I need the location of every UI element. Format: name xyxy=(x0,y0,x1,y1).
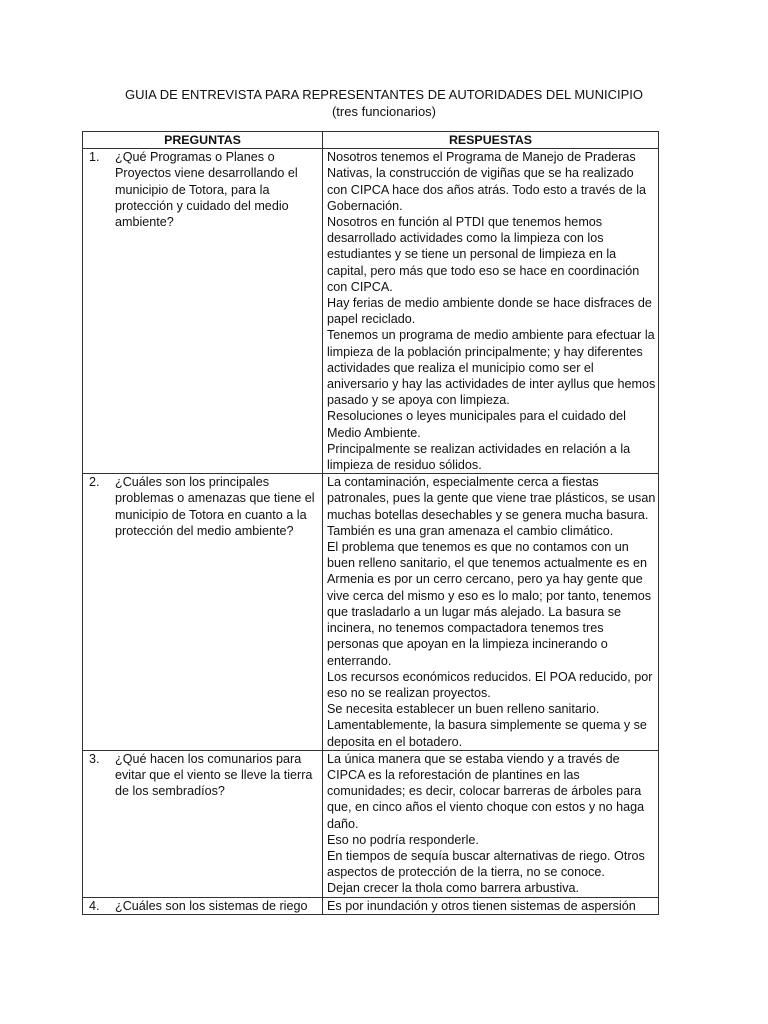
question-text: ¿Cuáles son los sistemas de riego xyxy=(115,898,308,913)
answer-paragraph: La contaminación, especialmente cerca a fiestas patronales, pues la gente que viene trae plásticos, se usan muchas botellas desechables y se genera mucha basura. También es una gran amenaza el cambio climático. xyxy=(327,475,656,538)
answer-cell xyxy=(323,474,659,750)
question-cell xyxy=(83,149,323,474)
answer-cell xyxy=(323,750,659,897)
answer-paragraph: Eso no podría responderle. xyxy=(327,832,479,847)
question-cell xyxy=(83,474,323,750)
table-row xyxy=(83,149,659,474)
question-cell xyxy=(83,750,323,897)
question-cell xyxy=(83,897,323,914)
answer-paragraph: Dejan crecer la thola como barrera arbustiva. xyxy=(327,881,579,896)
answer-paragraph: Tenemos un programa de medio ambiente para efectuar la limpieza de la población principalmente; y hay diferentes actividades que realiza el municipio como ser el aniversario y hay las actividades de inter ayllus que hemos pasado y se apoya con limpieza. xyxy=(327,328,656,408)
answer-paragraph: El problema que tenemos es que no contamos con un buen relleno sanitario, el que tenemos actualmente es en Armenia es por un cerro cercano, pero ya hay gente que vive cerca del mismo y eso es lo malo; por tanto, tenemos que trasladarlo a un lugar más alejado. La basura se incinera, no tenemos compactadora tenemos tres personas que apoyan en la limpieza incinerando o enterrando. xyxy=(327,540,652,668)
question-number: 1. xyxy=(89,150,100,165)
question-number: 3. xyxy=(89,751,100,766)
answer-paragraph: La única manera que se estaba viendo y a través de CIPCA es la reforestación de plantines en las comunidades; es decir, colocar barreras de árboles para que, en cinco años el viento choque con estos y no haga daño. xyxy=(327,751,645,831)
question-number: 2. xyxy=(89,475,100,490)
interview-table xyxy=(82,131,659,915)
table-row xyxy=(83,474,659,750)
answer-cell xyxy=(323,897,659,914)
answer-cell xyxy=(323,149,659,474)
question-text: ¿Cuáles son los principales problemas o amenazas que tiene el municipio de Totora en cuanto a la protección del medio ambiente? xyxy=(115,475,315,538)
question-text: ¿Qué hacen los comunarios para evitar que el viento se lleve la tierra de los sembradíos? xyxy=(115,751,313,799)
answer-paragraph: Se necesita establecer un buen relleno sanitario. xyxy=(327,702,600,717)
page-title: GUIA DE ENTREVISTA PARA REPRESENTANTES DE AUTORIDADES DEL MUNICIPIO (tres funcionarios) xyxy=(125,87,643,119)
answer-paragraph: Nosotros tenemos el Programa de Manejo de Praderas Nativas, la construcción de vigiñas que se ha realizado con CIPCA hace dos años atrás. Todo esto a través de la Gobernación. xyxy=(327,150,646,213)
header-answers: RESPUESTAS xyxy=(323,132,659,149)
answer-paragraph: Principalmente se realizan actividades en relación a la limpieza de residuo sólidos. xyxy=(327,441,631,473)
answer-paragraph: Los recursos económicos reducidos. El POA reducido, por eso no se realizan proyectos. xyxy=(327,669,653,700)
table-header-row xyxy=(83,132,659,149)
answer-paragraph: Lamentablemente, la basura simplemente se quema y se deposita en el botadero. xyxy=(327,718,647,749)
answer-paragraph: Es por inundación y otros tienen sistemas de aspersión xyxy=(327,898,636,913)
question-text: ¿Qué Programas o Planes o Proyectos viene desarrollando el municipio de Totora, para la protección y cuidado del medio ambiente? xyxy=(115,150,298,230)
answer-paragraph: Resoluciones o leyes municipales para el cuidado del Medio Ambiente. xyxy=(327,409,626,440)
question-number: 4. xyxy=(89,898,100,913)
header-questions: PREGUNTAS xyxy=(83,132,323,149)
answer-paragraph: En tiempos de sequía buscar alternativas de riego. Otros aspectos de protección de la tierra, no se conoce. xyxy=(327,848,645,880)
table-row xyxy=(83,897,659,914)
answer-paragraph: Nosotros en función al PTDI que tenemos hemos desarrollado actividades como la limpieza con los estudiantes y se tiene un personal de limpieza en la capital, pero más que todo eso se hace en coordinación con CIPCA. xyxy=(327,215,640,294)
table-row xyxy=(83,750,659,897)
answer-paragraph: Hay ferias de medio ambiente donde se hace disfraces de papel reciclado. xyxy=(327,296,652,327)
